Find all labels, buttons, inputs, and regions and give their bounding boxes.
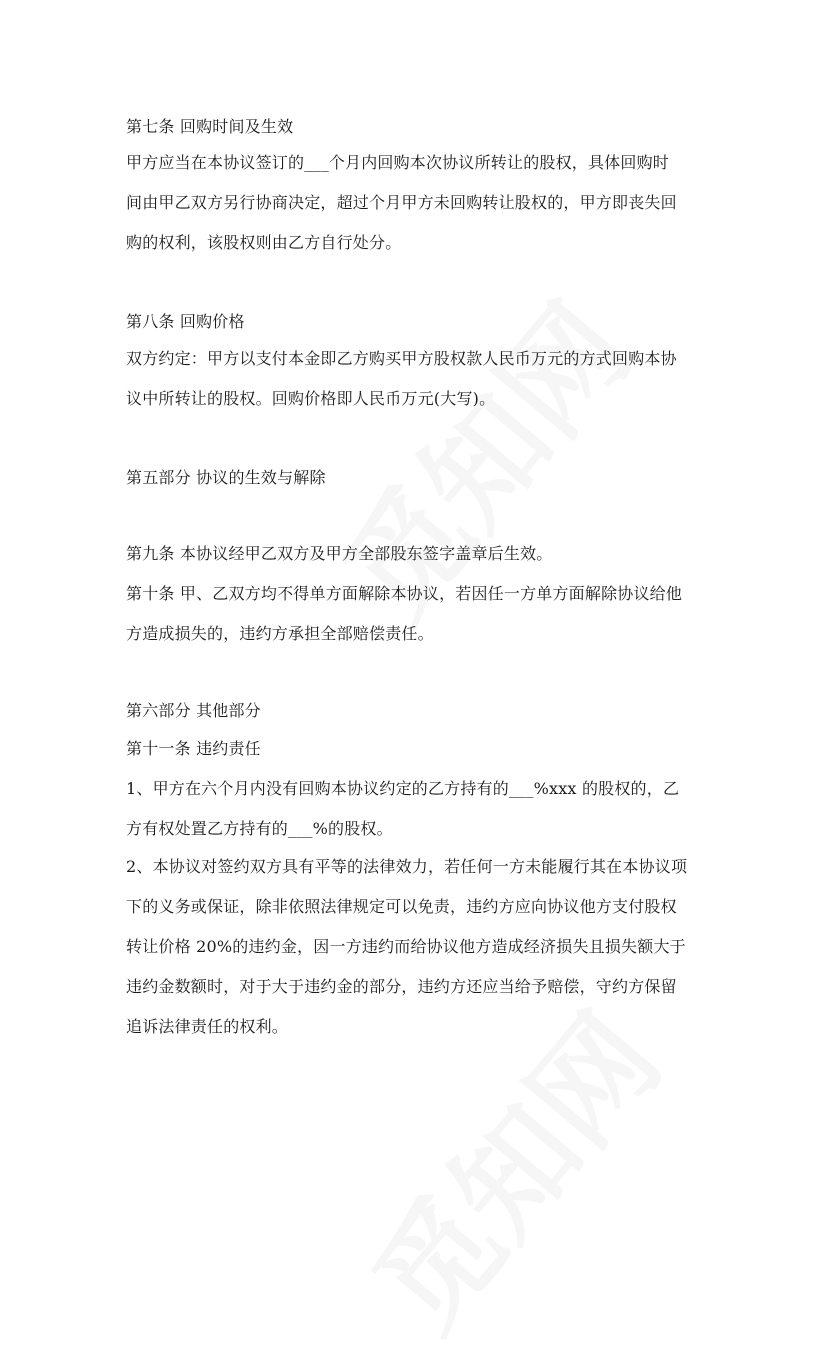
paragraph-line: 甲方应当在本协议签订的___个月内回购本次协议所转让的股权，具体回购时 [126,153,670,172]
article-9-line: 第九条 本协议经甲乙双方及甲方全部股东签字盖章后生效。 [126,544,553,563]
paragraph-line: 2、本协议对签约双方具有平等的法律效力，若任何一方未能履行其在本协议项 [126,857,688,876]
paragraph-line: 间由甲乙双方另行协商决定，超过个月甲方未回购转让股权的，甲方即丧失回 [126,193,677,212]
paragraph-line: 购的权利，该股权则由乙方自行处分。 [126,233,402,252]
paragraph-line: 追诉法律责任的权利。 [126,1017,289,1036]
article-10-line: 第十条 甲、乙双方均不得单方面解除本协议，若因任一方单方面解除协议给他 [126,584,683,603]
paragraph-line: 违约金数额时，对于大于违约金的部分，违约方还应当给予赔偿，守约方保留 [126,977,677,996]
paragraph-line: 议中所转让的股权。回购价格即人民币万元(大写)。 [126,389,496,408]
paragraph-line: 1、甲方在六个月内没有回购本协议约定的乙方持有的___%xxx 的股权的，乙 [126,779,680,798]
article-8-heading: 第八条 回购价格 [126,312,245,331]
paragraph-line: 下的义务或保证，除非依照法律规定可以免责，违约方应向协议他方支付股权 [126,897,677,916]
part-6-heading: 第六部分 其他部分 [126,701,261,720]
paragraph-line: 方有权处置乙方持有的___%的股权。 [126,819,393,838]
paragraph-line: 双方约定：甲方以支付本金即乙方购买甲方股权款人民币万元的方式回购本协 [126,349,677,368]
watermark-bottom [328,973,691,1359]
article-7-heading: 第七条 回购时间及生效 [126,117,294,136]
part-5-heading: 第五部分 协议的生效与解除 [126,468,326,487]
paragraph-line: 转让价格 20%的违约金，因一方违约而给协议他方造成经济损失且损失额大于 [126,937,686,956]
paragraph-line: 方造成损失的，违约方承担全部赔偿责任。 [126,624,434,643]
article-11-heading: 第十一条 违约责任 [126,739,261,758]
